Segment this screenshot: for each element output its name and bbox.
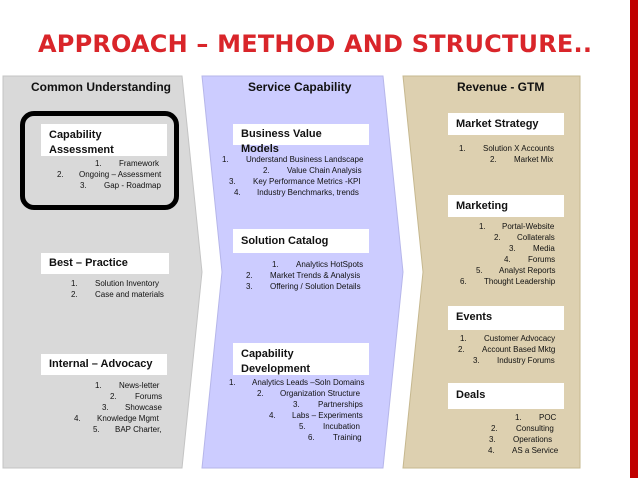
list-item-number: 1.	[479, 222, 486, 231]
section-solution-catalog: Solution Catalog	[233, 229, 369, 253]
list-item-text: Media	[533, 244, 555, 253]
list-item-text: Operations	[513, 435, 553, 444]
section-business-value-models: Business Value Models	[233, 124, 369, 145]
list-item-number: 4.	[504, 255, 511, 264]
list-item-text: AS a Service	[512, 446, 559, 455]
list-item-text: Analytics HotSpots	[296, 260, 364, 269]
list-item-text: Offering / Solution Details	[270, 282, 361, 291]
column-heading-service-capability: Service Capability	[248, 80, 352, 94]
list-item-number: 2.	[57, 170, 64, 179]
list-item-text: POC	[539, 413, 557, 422]
section-capability-assessment: Capability Assessment	[41, 124, 167, 156]
list-item-text: Understand Business Landscape	[246, 155, 364, 164]
list-item-text: News-letter	[119, 381, 160, 390]
section-events: Events	[448, 306, 564, 330]
list-item-text: Customer Advocacy	[484, 334, 556, 343]
list-item-text: Industry Forums	[497, 356, 555, 365]
list-item-text: Solution X Accounts	[483, 144, 555, 153]
list-item-number: 1.	[515, 413, 522, 422]
list-item-text: Case and materials	[95, 290, 164, 299]
list-item-number: 3.	[229, 177, 236, 186]
list-item-number: 5.	[299, 422, 306, 431]
list-item-text: Industry Benchmarks, trends	[257, 188, 359, 197]
list-item-number: 1.	[95, 159, 102, 168]
list-item-number: 2.	[246, 271, 253, 280]
section-deals: Deals	[448, 383, 564, 409]
list-item-text: Organization Structure	[280, 389, 361, 398]
section-best-practice: Best – Practice	[41, 253, 169, 274]
list-item-number: 1.	[95, 381, 102, 390]
section-internal-advocacy: Internal – Advocacy	[41, 354, 167, 375]
list-item-text: Market Trends & Analysis	[270, 271, 361, 280]
list-item-text: BAP Charter,	[115, 425, 162, 434]
list-item-number: 5.	[93, 425, 100, 434]
list-item-text: Market Mix	[514, 155, 554, 164]
list-item-text: Account Based Mktg	[482, 345, 556, 354]
list-item-text: Key Performance Metrics -KPI	[253, 177, 361, 186]
list-item-number: 2.	[257, 389, 264, 398]
list-item-number: 3.	[293, 400, 300, 409]
list-item-number: 2.	[458, 345, 465, 354]
list-item-text: Partnerships	[318, 400, 363, 409]
list-item-number: 6.	[460, 277, 467, 286]
list-item-text: Ongoing – Assessment	[79, 170, 162, 179]
list-item-text: Knowledge Mgmt	[97, 414, 159, 423]
list-item-text: Analyst Reports	[499, 266, 556, 275]
list-item-text: Forums	[135, 392, 163, 401]
column-heading-common-understanding: Common Understanding	[31, 80, 171, 94]
section-capability-development: Capability Development	[233, 343, 369, 375]
list-item-number: 1.	[272, 260, 279, 269]
section-marketing: Marketing	[448, 195, 564, 217]
list-item-number: 2.	[110, 392, 117, 401]
list-item-number: 3.	[102, 403, 109, 412]
column-heading-revenue-gtm: Revenue - GTM	[457, 80, 545, 94]
list-item-text: Solution Inventory	[95, 279, 160, 288]
list-item-text: Consulting	[516, 424, 554, 433]
list-item-number: 2.	[490, 155, 497, 164]
list-item-number: 3.	[509, 244, 516, 253]
list-item-number: 1.	[222, 155, 229, 164]
list-item-number: 2.	[494, 233, 501, 242]
list-item-number: 1.	[229, 378, 236, 387]
list-item-number: 5.	[476, 266, 483, 275]
list-item-number: 4.	[234, 188, 241, 197]
list-item-text: Analytics Leads –Soln Domains	[252, 378, 365, 387]
list-item-text: Portal-Website	[502, 222, 555, 231]
list-item-number: 3.	[473, 356, 480, 365]
slide-title: APPROACH – METHOD AND STRUCTURE..	[38, 30, 593, 58]
list-item-text: Value Chain Analysis	[287, 166, 362, 175]
section-market-strategy: Market Strategy	[448, 113, 564, 135]
list-item-text: Forums	[528, 255, 556, 264]
list-item-text: Framework	[119, 159, 160, 168]
list-item-text: Training	[333, 433, 362, 442]
list-item-number: 1.	[460, 334, 467, 343]
list-item-number: 2.	[71, 290, 78, 299]
list-item-number: 1.	[459, 144, 466, 153]
list-item-number: 3.	[80, 181, 87, 190]
list-item-text: Collaterals	[517, 233, 555, 242]
list-item-number: 3.	[246, 282, 253, 291]
list-item-number: 3.	[489, 435, 496, 444]
list-item-text: Labs – Experiments	[292, 411, 363, 420]
list-item-number: 6.	[308, 433, 315, 442]
list-item-text: Incubation	[323, 422, 360, 431]
list-item-text: Thought Leadership	[484, 277, 556, 286]
list-item-text: Gap - Roadmap	[104, 181, 161, 190]
list-item-number: 4.	[74, 414, 81, 423]
list-item-number: 1.	[71, 279, 78, 288]
list-item-number: 4.	[269, 411, 276, 420]
list-item-number: 2.	[263, 166, 270, 175]
list-item-number: 4.	[488, 446, 495, 455]
list-item-number: 2.	[491, 424, 498, 433]
list-item-text: Showcase	[125, 403, 162, 412]
